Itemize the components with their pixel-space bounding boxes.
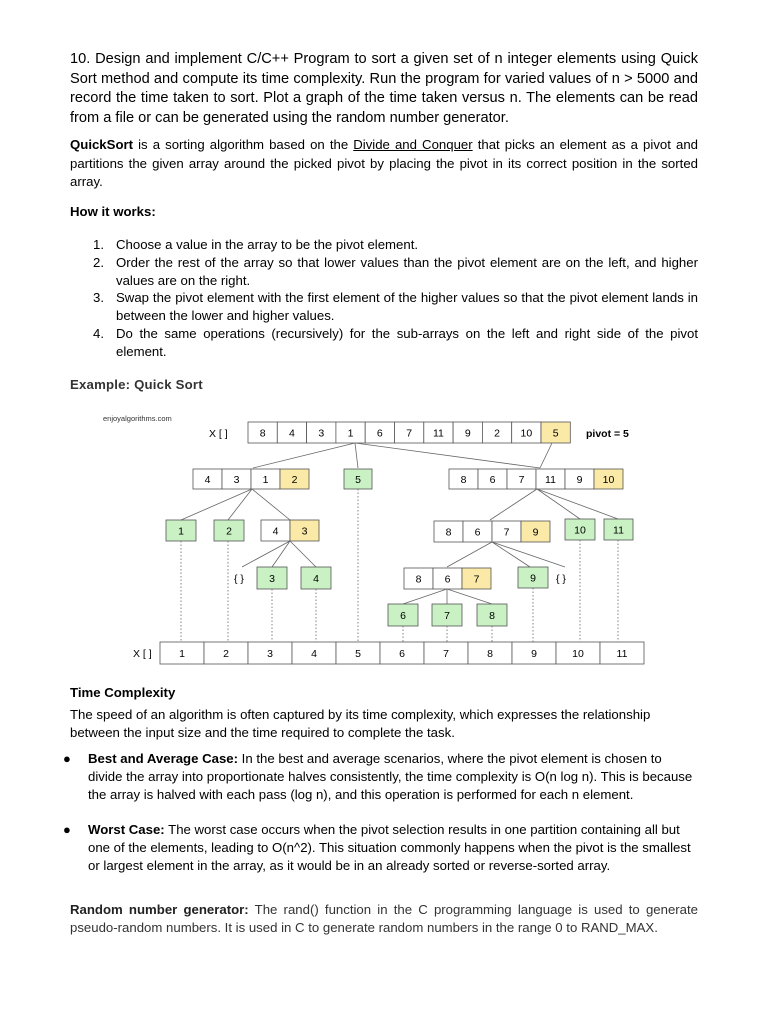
cell-value: 5 bbox=[552, 427, 559, 440]
cell-value: 8 bbox=[460, 474, 467, 486]
pivot-label: pivot = 5 bbox=[586, 428, 629, 440]
step-text: Order the rest of the array so that lower values than the pivot element are on the left, and higher values are on the right. bbox=[116, 254, 698, 288]
time-complexity-heading: Time Complexity bbox=[70, 685, 176, 700]
cell-value: 2 bbox=[291, 474, 298, 486]
tree-connector bbox=[252, 489, 290, 520]
cell-value: 7 bbox=[518, 474, 525, 486]
cell-value: 6 bbox=[444, 573, 451, 586]
list-item bbox=[88, 236, 698, 254]
tree-connector bbox=[492, 542, 530, 567]
question-text: 10. Design and implement C/C++ Program to sort a given set of n integer elements using Quick Sort method and compute its time complexity. Run the program for varied values of n > 5000 and record the time taken to sort. Plot a graph of the time taken versus n. The elements can be read from a file or can be generated using the random number generator. bbox=[70, 51, 698, 126]
cell-value: 3 bbox=[267, 648, 273, 660]
cell-value: 4 bbox=[311, 648, 317, 660]
intro-text-b: that picks an element as a pivot and partitions the given array around the picked pivot by placing the pivot in its correct position in the sorted array. bbox=[70, 137, 698, 189]
random-generator-paragraph bbox=[70, 901, 698, 937]
how-it-works-heading: How it works: bbox=[70, 204, 156, 219]
cell-value: 7 bbox=[444, 610, 450, 622]
cell-value: 4 bbox=[289, 427, 295, 440]
cell-value: 10 bbox=[574, 524, 586, 537]
cell-value: 6 bbox=[489, 474, 496, 486]
tree-connector bbox=[290, 541, 316, 567]
cell-value: 7 bbox=[503, 526, 510, 539]
cell-value: 8 bbox=[445, 526, 452, 539]
quicksort-term: QuickSort bbox=[70, 137, 134, 152]
tree-connector bbox=[242, 541, 290, 567]
logo-text: enjoyalgorithms.com bbox=[103, 414, 172, 423]
cell-value: 11 bbox=[545, 474, 556, 486]
step-number: 3. bbox=[93, 290, 104, 306]
list-item bbox=[88, 289, 698, 325]
cell-value: 1 bbox=[262, 474, 269, 486]
list-item bbox=[88, 254, 698, 290]
cell-value: 4 bbox=[313, 573, 319, 585]
bullet-label: Worst Case: bbox=[88, 822, 165, 837]
cell-value: 3 bbox=[233, 474, 240, 486]
example-heading: Example: Quick Sort bbox=[70, 377, 203, 392]
cell-value: 7 bbox=[473, 573, 480, 586]
tree-connector bbox=[253, 443, 355, 468]
step-number: 2. bbox=[93, 254, 104, 270]
cell-value: 9 bbox=[464, 427, 471, 440]
cell-value: 7 bbox=[443, 648, 449, 660]
tree-connector bbox=[181, 489, 252, 520]
cell-value: 11 bbox=[613, 524, 624, 537]
cell-value: 3 bbox=[318, 427, 325, 440]
cell-value: 4 bbox=[272, 525, 279, 538]
bullet-best-average bbox=[63, 750, 698, 803]
steps-list bbox=[88, 236, 698, 361]
tree-connector bbox=[355, 443, 358, 468]
cell-value: 2 bbox=[223, 648, 229, 660]
cell-value: 9 bbox=[576, 474, 583, 486]
list-item bbox=[88, 325, 698, 361]
bullet-worst-case bbox=[63, 821, 698, 874]
rng-label: Random number generator: bbox=[70, 902, 249, 917]
cell-value: 9 bbox=[530, 572, 536, 585]
bullet-label: Best and Average Case: bbox=[88, 751, 239, 766]
divide-conquer-link[interactable]: Divide and Conquer bbox=[353, 137, 473, 152]
cell-value: 8 bbox=[487, 648, 493, 660]
cell-value: 6 bbox=[400, 610, 406, 622]
cell-value: 8 bbox=[259, 427, 266, 440]
cell-value: 11 bbox=[432, 427, 444, 440]
cell-value: 6 bbox=[376, 427, 383, 440]
empty-subarray: { } bbox=[556, 573, 566, 585]
cell-value: 10 bbox=[572, 648, 584, 660]
cell-value: 2 bbox=[494, 427, 500, 440]
cell-value: 10 bbox=[602, 474, 615, 486]
cell-value: 2 bbox=[226, 525, 232, 538]
tree-connector bbox=[447, 542, 492, 567]
cell-value: 1 bbox=[178, 525, 184, 538]
cell-value: 9 bbox=[531, 648, 537, 660]
time-complexity-text: The speed of an algorithm is often captured by its time complexity, which expresses the relationship between the input size and the time required to complete the task. bbox=[70, 707, 651, 740]
step-text: Swap the pivot element with the first element of the higher values so that the pivot element lands in between the lower and higher values. bbox=[116, 290, 698, 324]
array-label: X [ ] bbox=[133, 648, 152, 660]
step-text: Do the same operations (recursively) for the sub-arrays on the left and right side of the pivot element. bbox=[116, 325, 698, 359]
cell-value: 4 bbox=[204, 474, 211, 486]
cell-value: 3 bbox=[301, 525, 308, 538]
cell-value: 10 bbox=[520, 427, 533, 440]
step-text: Choose a value in the array to be the pivot element. bbox=[116, 237, 419, 252]
step-number: 1. bbox=[93, 237, 104, 252]
tree-connector bbox=[490, 489, 537, 520]
cell-value: 3 bbox=[269, 573, 275, 585]
cell-value: 5 bbox=[355, 474, 361, 486]
quicksort-diagram bbox=[0, 400, 768, 672]
array-label: X [ ] bbox=[209, 428, 228, 440]
cell-value: 6 bbox=[474, 526, 481, 539]
tree-connector bbox=[492, 542, 565, 567]
empty-subarray: { } bbox=[234, 573, 244, 585]
intro-text-a: is a sorting algorithm based on the bbox=[133, 137, 354, 152]
cell-value: 7 bbox=[406, 427, 413, 440]
tree-connector bbox=[272, 541, 290, 567]
tree-connector bbox=[540, 443, 552, 468]
cell-value: 1 bbox=[347, 427, 354, 440]
tree-connector bbox=[355, 443, 540, 468]
cell-value: 11 bbox=[616, 648, 628, 660]
tree-connector bbox=[537, 489, 618, 519]
cell-value: 6 bbox=[399, 648, 405, 660]
cell-value: 1 bbox=[179, 648, 185, 660]
bullet-dot: ● bbox=[63, 751, 71, 766]
cell-value: 9 bbox=[532, 526, 539, 539]
cell-value: 5 bbox=[355, 648, 361, 660]
bullet-text: The worst case occurs when the pivot selection results in one partition containing all but one of the elements, leading to O(n^2). This situation commonly happens when the pivot is the smallest or largest element in the array, as it would be in an already sorted or reverse-sorted array. bbox=[88, 822, 691, 873]
bullet-text: In the best and average scenarios, where the pivot element is chosen to divide the array into proportionate halves consistently, the time complexity is O(n log n). This is because the array is halved with each pass (log n), and this operation is performed for each n element. bbox=[88, 751, 693, 802]
cell-value: 8 bbox=[415, 573, 422, 586]
rng-text: The rand() function in the C programming language is used to generate pseudo-random numbers. It is used in C to generate random numbers in the range 0 to RAND_MAX. bbox=[70, 902, 699, 935]
tree-connector bbox=[447, 589, 492, 604]
quicksort-intro bbox=[70, 136, 698, 192]
tree-connector bbox=[228, 489, 252, 520]
tree-connector bbox=[403, 589, 447, 604]
step-number: 4. bbox=[93, 325, 104, 341]
bullet-dot: ● bbox=[63, 822, 71, 837]
tree-connector bbox=[537, 489, 580, 519]
cell-value: 8 bbox=[489, 610, 495, 622]
